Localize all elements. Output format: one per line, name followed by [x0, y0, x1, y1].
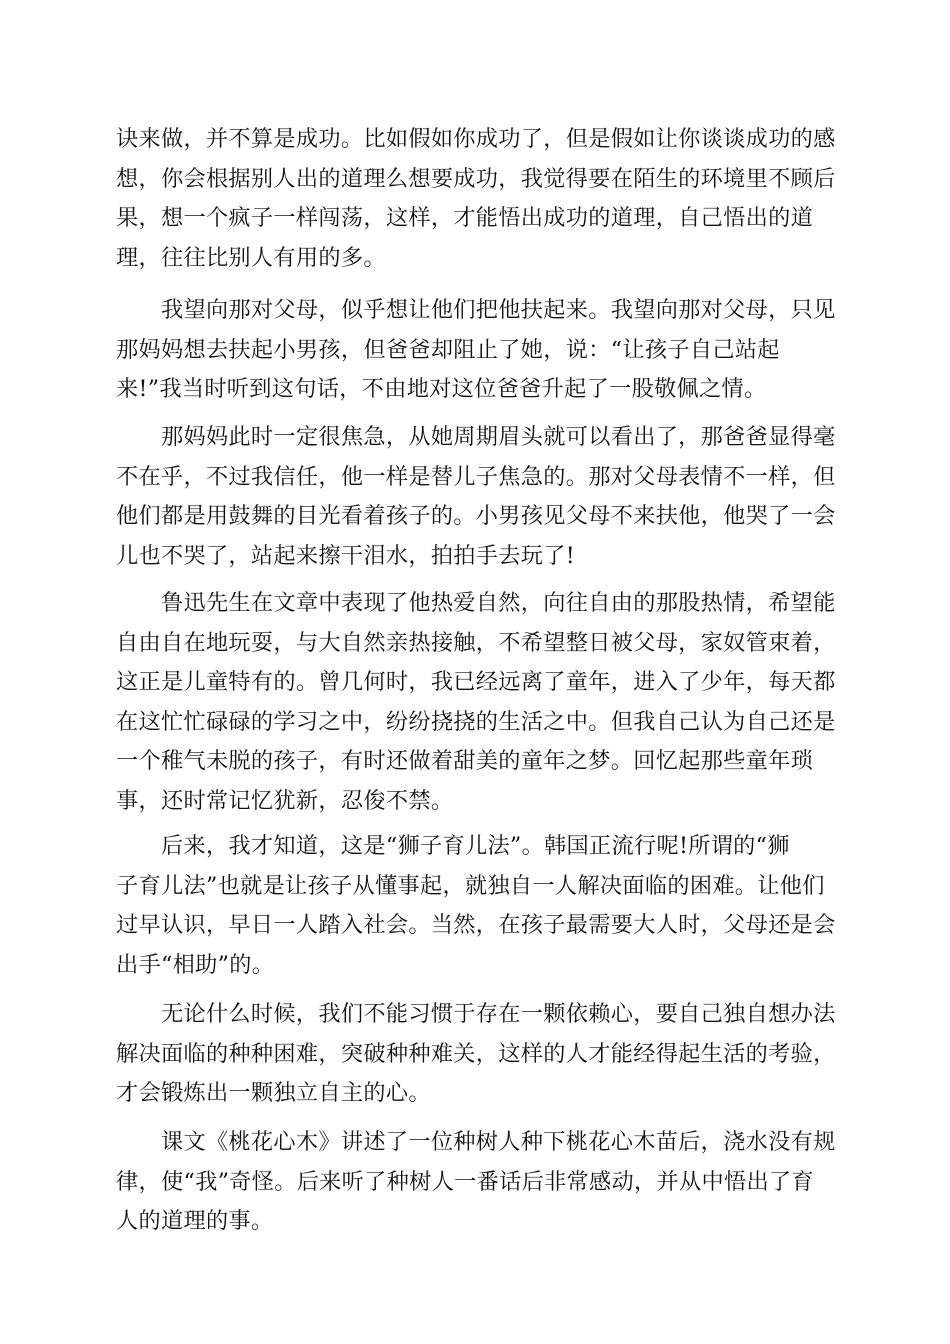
text-line: 自由自在地玩耍，与大自然亲热接触，不希望整日被父母，家奴管束着，: [116, 629, 836, 656]
paragraph-6: [116, 995, 836, 1114]
text-line: 鲁迅先生在文章中表现了他热爱自然，向往自由的那股热情，希望能: [116, 590, 836, 616]
paragraph-2: [116, 291, 836, 410]
text-line: 我望向那对父母，似乎想让他们把他扶起来。我望向那对父母，只见: [116, 297, 836, 323]
text-line: 理，往往比别人有用的多。: [116, 244, 386, 271]
text-line: 一个稚气未脱的孩子，有时还做着甜美的童年之梦。回忆起那些童年琐: [116, 748, 814, 774]
text-line: 这正是儿童特有的。曾几何时，我已经远离了童年，进入了少年，每天都: [116, 669, 836, 695]
text-line: 果，想一个疯子一样闯荡，这样，才能悟出成功的道理，自己悟出的道: [116, 205, 814, 231]
text-line: 来!”我当时听到这句话，不由地对这位爸爸升起了一股敬佩之情。: [116, 376, 767, 402]
text-line: 人的道理的事。: [116, 1208, 274, 1234]
text-line: 不在乎，不过我信任，他一样是替儿子焦急的。那对父母表情不一样，但: [116, 463, 836, 490]
text-line: 那妈妈此时一定很焦急，从她周期眉头就可以看出了，那爸爸显得毫: [116, 424, 836, 450]
text-line: 过早认识，早日一人踏入社会。当然，在孩子最需要大人时，父母还是会: [116, 912, 836, 938]
paragraph-3: [116, 418, 836, 576]
text-line: 想，你会根据别人出的道理么想要成功，我觉得要在陌生的环境里不顾后: [116, 165, 836, 192]
text-line: 无论什么时候，我们不能习惯于存在一颗依赖心，要自己独自想办法: [116, 1001, 836, 1027]
text-line: 他们都是用鼓舞的目光看着孩子的。小男孩见父母不来扶他，他哭了一会: [116, 503, 836, 529]
text-line: 事，还时常记忆犹新，忍俊不禁。: [116, 787, 454, 814]
text-line: 课文《桃花心木》讲述了一位种树人种下桃花心木苗后，浇水没有规: [116, 1129, 836, 1155]
text-line: 律，使“我”奇怪。后来听了种树人一番话后非常感动，并从中悟出了育: [116, 1168, 814, 1195]
paragraph-7: [116, 1123, 836, 1242]
paragraph-4: [116, 584, 836, 821]
text-line: 诀来做，并不算是成功。比如假如你成功了，但是假如让你谈谈成功的感: [116, 126, 836, 152]
paragraph-1: [116, 120, 836, 278]
text-line: 才会锻炼出一颗独立自主的心。: [116, 1080, 431, 1106]
text-line: 在这忙忙碌碌的学习之中，纷纷挠挠的生活之中。但我自己认为自己还是: [116, 708, 836, 735]
text-line: 那妈妈想去扶起小男孩，但爸爸却阻止了她，说：“让孩子自己站起: [116, 336, 780, 363]
text-line: 后来，我才知道，这是“狮子育儿法”。韩国正流行呢!所谓的“狮: [116, 833, 790, 859]
paragraph-5: [116, 827, 836, 985]
text-line: 出手“相助”的。: [116, 951, 275, 978]
text-line: 解决面临的种种困难，突破种种难关，这样的人才能经得起生活的考验，: [116, 1040, 836, 1067]
text-line: 儿也不哭了，站起来擦干泪水，拍拍手去玩了!: [116, 542, 575, 569]
text-line: 子育儿法”也就是让孩子从懂事起，就独自一人解决面临的困难。让他们: [116, 872, 825, 899]
